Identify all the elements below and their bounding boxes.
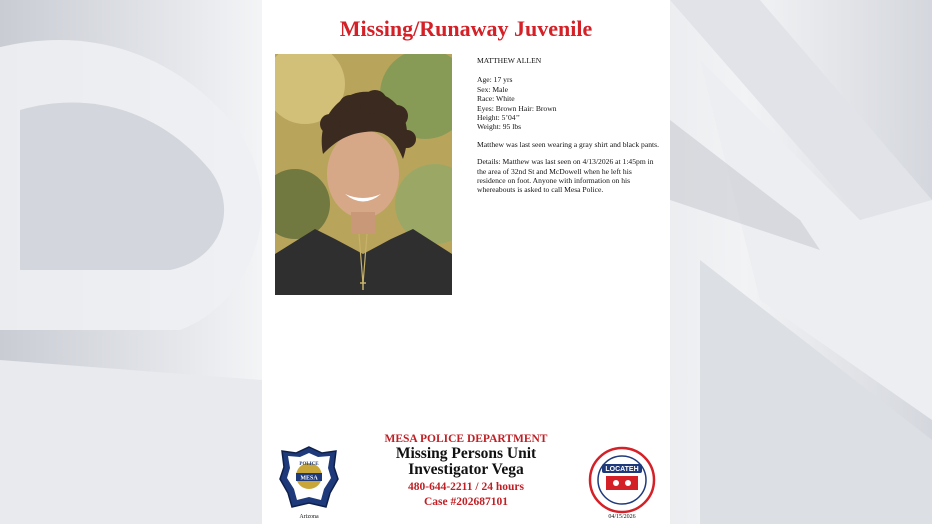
person-photo: [275, 54, 452, 295]
clothing-description: Matthew was last seen wearing a gray shirt and black pants.: [477, 139, 659, 149]
svg-text:MESA: MESA: [300, 475, 318, 482]
case-number: Case #202687101: [423, 496, 508, 508]
age-field: Age: 17 yrs: [477, 75, 513, 85]
weight-field: Weight: 95 lbs: [477, 122, 522, 132]
badge-caption: Arizona: [299, 514, 319, 520]
missing-person-flyer: [262, 0, 670, 524]
race-field: Race: White: [477, 94, 515, 104]
flyer-title: Missing/Runaway Juvenile: [339, 16, 593, 41]
unit-name: Missing Persons Unit: [395, 445, 537, 462]
height-field: Height: 5’04’’: [477, 113, 521, 123]
phone-number: 480-644-2211 / 24 hours: [408, 481, 524, 493]
svg-text:LOCATEH: LOCATEH: [605, 466, 639, 473]
incident-details: Details: Matthew was last seen on 4/13/2026 at 1:45pm in the area of 32nd St and McDowell when he left his residence on foot. Anyone with information on his whereabouts is asked to call Mesa Police.: [477, 157, 654, 195]
locate-missing-exploited-children-logo-icon: [588, 446, 656, 514]
investigator-name: Investigator Vega: [408, 461, 524, 478]
department-name: MESA POLICE DEPARTMENT: [384, 433, 548, 445]
person-name: MATTHEW ALLEN: [477, 56, 542, 65]
flyer-date: 04/15/2026: [608, 514, 636, 520]
sex-field: Sex: Male: [477, 84, 509, 94]
person-details: [477, 56, 662, 195]
svg-text:POLICE: POLICE: [299, 462, 319, 467]
eyes-hair-field: Eyes: Brown Hair: Brown: [477, 103, 557, 113]
